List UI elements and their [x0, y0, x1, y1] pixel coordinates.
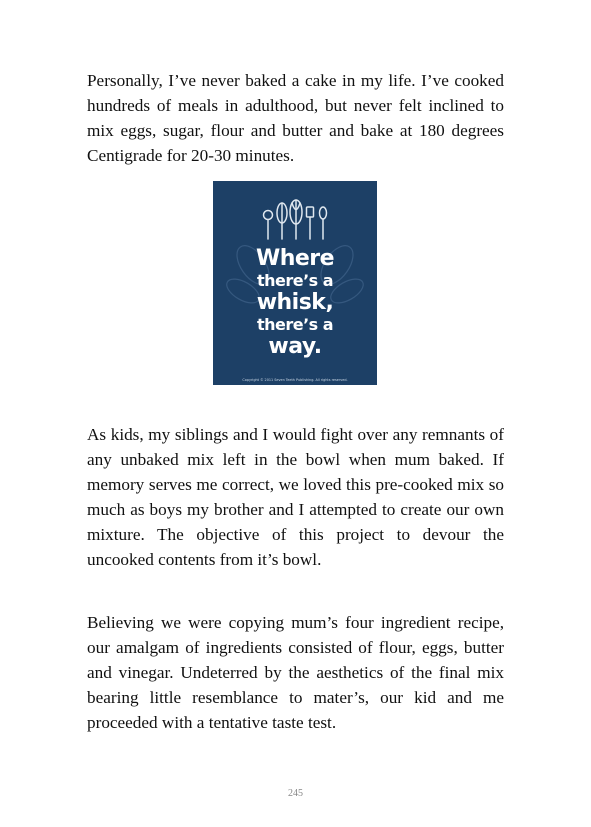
- poster-copyright: Copyright © 2011 Seven Teeth Publishing. All rights reserved.: [242, 378, 348, 382]
- poster-slogan: [213, 247, 377, 359]
- whisk-poster-image: [213, 181, 377, 385]
- ladle-icon: [264, 211, 273, 220]
- poster-line: whisk,: [256, 290, 334, 315]
- poster-line: there’s a: [256, 315, 334, 334]
- paragraph-childhood: As kids, my siblings and I would fight over any remnants of any unbaked mix left in the bowl when mum baked. If memory serves me correct, we loved this pre-cooked mix so much as boys my brother and I attempted to create our own mixture. The objective of this project to devour the uncooked contents from it’s bowl.: [87, 425, 504, 569]
- page-number: 245: [288, 788, 303, 799]
- paragraph-intro: Personally, I’ve never baked a cake in my life. I’ve cooked hundreds of meals in adulthood, but never felt inclined to mix eggs, sugar, flour and butter and bake at 180 degrees Centigrade for 20-30 minutes.: [87, 71, 504, 165]
- poster-line: there’s a: [256, 271, 334, 290]
- poster-line: Where: [255, 246, 335, 271]
- paragraph-recipe: Believing we were copying mum’s four ingredient recipe, our amalgam of ingredients consisted of flour, eggs, butter and vinegar. Undeterred by the aesthetics of the final mix bearing little resemblance to mater’s, our kid and me proceeded with a tentative taste test.: [87, 613, 504, 732]
- poster-line: way.: [268, 334, 322, 359]
